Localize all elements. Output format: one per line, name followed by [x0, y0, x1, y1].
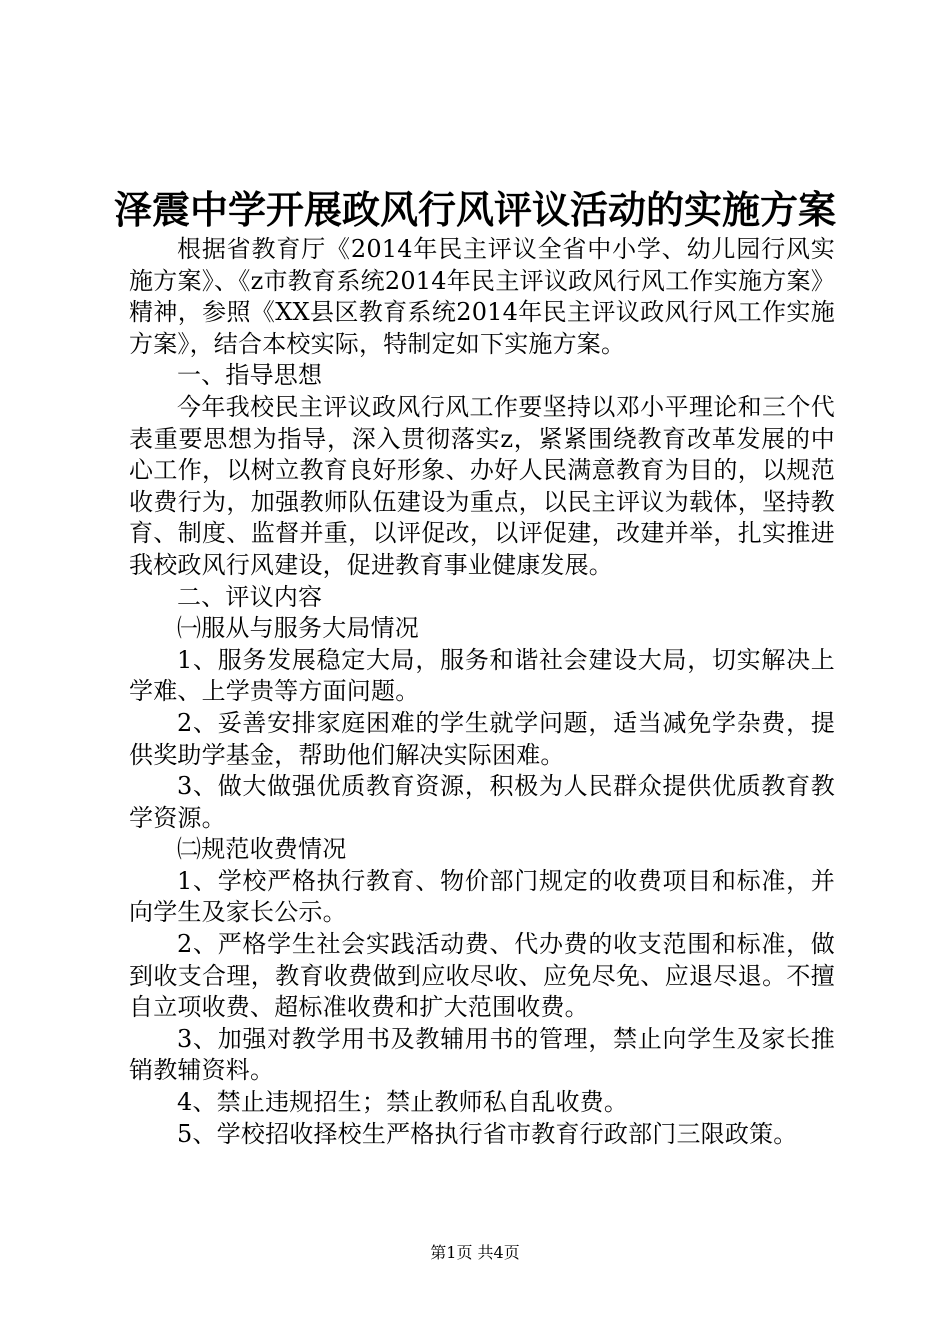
subsection-heading-service: ㈠服从与服务大局情况 [177, 614, 419, 643]
list-item: 2、妥善安排家庭困难的学生就学问题，适当减免学杂费，提供奖助学基金，帮助他们解决实际困难。 [129, 708, 835, 769]
list-item: 3、做大做强优质教育资源，积极为人民群众提供优质教育教学资源。 [129, 772, 835, 832]
document-title: 泽震中学开展政风行风评议活动的实施方案 [113, 187, 836, 232]
subsection-heading-fees: ㈡规范收费情况 [177, 835, 347, 864]
list-item: 1、学校严格执行教育、物价部门规定的收费项目和标准，并向学生及家长公示。 [129, 866, 835, 927]
list-item: 3、加强对教学用书及教辅用书的管理，禁止向学生及家长推销教辅资料。 [129, 1024, 835, 1085]
list-item: 5、学校招收择校生严格执行省市教育行政部门三限政策。 [177, 1119, 798, 1148]
document-body [129, 234, 835, 1150]
section-heading-guiding-thought: 一、指导思想 [177, 361, 323, 390]
intro-paragraph: 根据省教育厅《2014年民主评议全省中小学、幼儿园行风实施方案》、《z市教育系统2014年民主评议政风行风工作实施方案》精神，参照《XX县区教育系统2014年民主评议政风行风工作实施方案》，结合本校实际，特制定如下实施方案。 [129, 235, 835, 358]
section-heading-review-content: 二、评议内容 [177, 582, 323, 611]
list-item: 2、严格学生社会实践活动费、代办费的收支范围和标准，做到收支合理，教育收费做到应收尽收、应免尽免、应退尽退。不擅自立项收费、超标准收费和扩大范围收费。 [129, 930, 835, 1022]
list-item: 1、服务发展稳定大局，服务和谐社会建设大局，切实解决上学难、上学贵等方面问题。 [129, 645, 835, 706]
guiding-thought-paragraph: 今年我校民主评议政风行风工作要坚持以邓小平理论和三个代表重要思想为指导，深入贯彻落实z，紧紧围绕教育改革发展的中心工作，以树立教育良好形象、办好人民满意教育为目的，以规范收费行为，加强教师队伍建设为重点，以民主评议为载体，坚持教育、制度、监督并重，以评促改，以评促建，改建并举，扎实推进我校政风行风建设，促进教育事业健康发展。 [129, 392, 835, 579]
list-item: 4、禁止违规招生；禁止教师私自乱收费。 [177, 1088, 629, 1117]
page-footer: 第1页 共4页 [430, 1243, 520, 1262]
